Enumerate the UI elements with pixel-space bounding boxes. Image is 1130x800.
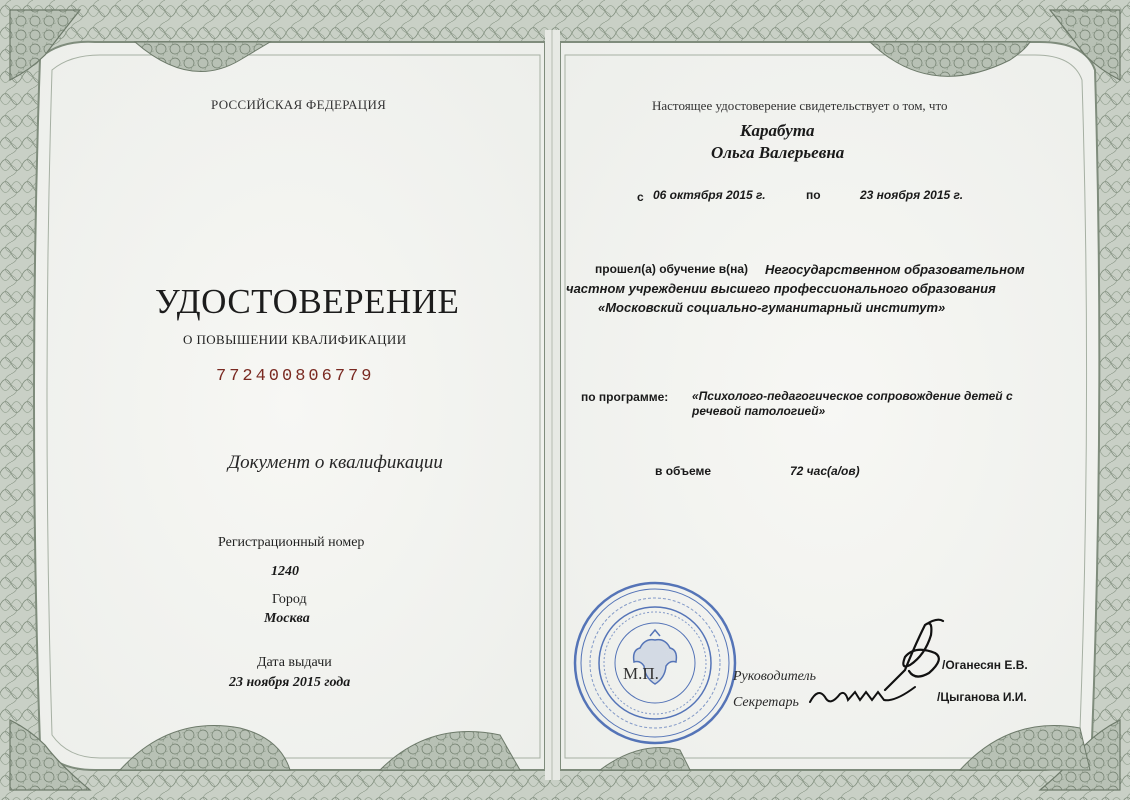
date-from: 06 октября 2015 г. [653, 188, 766, 202]
program-label: по программе: [581, 390, 669, 404]
reg-number-value: 1240 [271, 564, 299, 579]
holder-name: Ольга Валерьевна [711, 143, 845, 162]
document-type: Документ о квалификации [228, 452, 443, 473]
date-to: 23 ноября 2015 г. [860, 188, 964, 202]
stamp-label: М.П. [623, 664, 659, 683]
volume-value: 72 час(а/ов) [790, 464, 860, 478]
official-stamp [570, 578, 740, 748]
issue-date-label: Дата выдачи [257, 655, 332, 670]
institution-line-2: частном учреждении высшего профессионального образования [566, 281, 996, 296]
head-name: /Оганесян Е.В. [942, 658, 1028, 672]
issue-date-value: 23 ноября 2015 года [229, 675, 351, 690]
intro-text: Настоящее удостоверение свидетельствует о том, что [652, 98, 948, 113]
secretary-label: Секретарь [733, 695, 799, 710]
country-label: РОССИЙСКАЯ ФЕДЕРАЦИЯ [211, 97, 387, 112]
trained-label: прошел(а) обучение в(на) [595, 262, 749, 276]
city-value: Москва [264, 611, 310, 626]
city-label: Город [272, 592, 307, 607]
head-label: Руководитель [733, 669, 817, 684]
institution-line-1: Негосударственном образовательном [765, 262, 1025, 277]
document-title: УДОСТОВЕРЕНИЕ [155, 282, 460, 321]
serial-number: 772400806779 [216, 367, 375, 386]
volume-label: в объеме [655, 464, 712, 478]
program-line-2: речевой патологией» [692, 404, 826, 418]
to-label: по [806, 188, 821, 202]
program-line-1: «Психолого-педагогическое сопровождение детей с [692, 389, 1013, 403]
holder-surname: Карабута [740, 121, 815, 140]
from-label: с [637, 190, 644, 204]
reg-number-label: Регистрационный номер [218, 535, 365, 550]
secretary-signature [800, 672, 920, 722]
secretary-name: /Цыганова И.И. [937, 690, 1027, 704]
institution-line-3: «Московский социально-гуманитарный институт» [598, 300, 946, 315]
document-subtitle: О ПОВЫШЕНИИ КВАЛИФИКАЦИИ [183, 332, 407, 347]
